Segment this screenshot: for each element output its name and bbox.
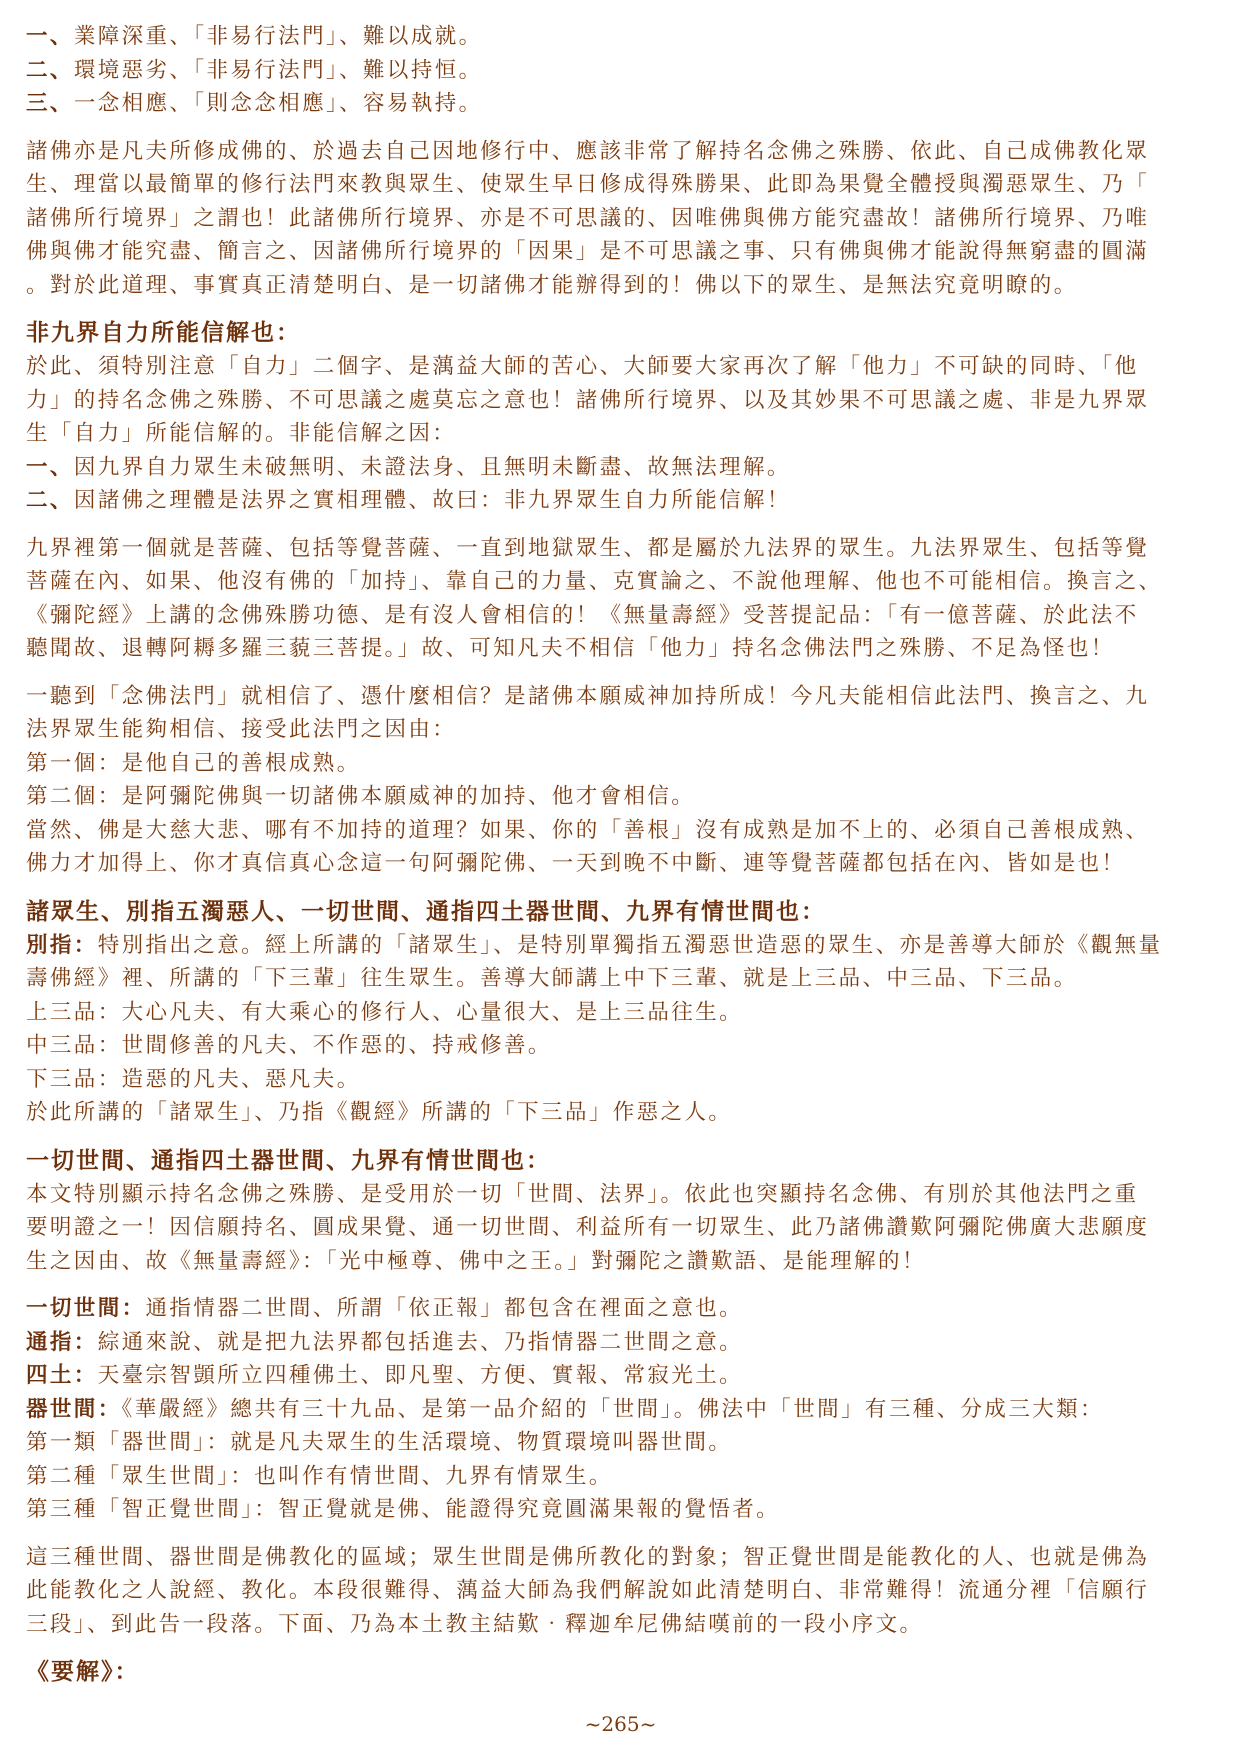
- text-line: 第一個：是他自己的善根成熟。: [26, 750, 361, 776]
- text-line: 《彌陀經》上講的念佛殊勝功德、是有沒人會相信的！《無量壽經》受菩提記品：「有一億菩薩、於此法不: [26, 602, 1139, 628]
- text-line: 別指：特別指出之意。經上所講的「諸眾生」、是特別單獨指五濁惡世造惡的眾生、亦是善導大師於《觀無量: [26, 932, 1163, 958]
- text-line: 上三品：大心凡夫、有大乘心的修行人、心量很大、是上三品往生。: [26, 999, 744, 1025]
- paragraph-nine-realms: [26, 532, 1213, 666]
- paragraph-self-power: [26, 350, 1213, 518]
- section-heading: 《要解》：: [26, 1658, 140, 1685]
- text-line: 生、理當以最簡單的修行法門來教與眾生、使眾生早日修成得殊勝果、此即為果覺全體授與濁惡眾生、乃「: [26, 172, 1150, 197]
- text-line: 下三品：造惡的凡夫、惡凡夫。: [26, 1066, 361, 1092]
- text-line: 九界裡第一個就是菩薩、包括等覺菩薩、一直到地獄眾生、都是屬於九法界的眾生。九法界眾生、包括等覺: [26, 535, 1150, 561]
- definition-list: [26, 1292, 1213, 1527]
- text-line: 壽佛經》裡、所講的「下三輩」往生眾生。善導大師講上中下三輩、就是上三品、中三品、下三品。: [26, 966, 1078, 991]
- paragraph-all-worlds: [26, 1178, 1213, 1279]
- text-line: 生「自力」所能信解的。非能信解之因：: [26, 421, 457, 446]
- text-line: 諸佛亦是凡夫所修成佛的、於過去自己因地修行中、應該非常了解持名念佛之殊勝、依此、自己成佛教化眾: [26, 138, 1150, 164]
- text-line: 中三品：世間修善的凡夫、不作惡的、持戒修善。: [26, 1033, 552, 1058]
- text-line: 佛力才加得上、你才真信真心念這一句阿彌陀佛、一天到晚不中斷、連等覺菩薩都包括在內、皆如是也！: [26, 851, 1126, 876]
- text-line: 於此所講的「諸眾生」、乃指《觀經》所講的「下三品」作惡之人。: [26, 1100, 733, 1125]
- text-line: 第一類「器世間」：就是凡夫眾生的生活環境、物質環境叫器世間。: [26, 1430, 733, 1455]
- list-item: 三、一念相應、「則念念相應」、容易執持。: [26, 91, 483, 116]
- text-line: 要明證之一！因信願持名、圓成果覺、通一切世間、利益所有一切眾生、此乃諸佛讚歎阿彌陀佛廣大悲願度: [26, 1215, 1150, 1240]
- paragraph-buddha-realm: [26, 135, 1213, 303]
- definition-item: 四土：天臺宗智顗所立四種佛土、即凡聖、方便、實報、常寂光土。: [26, 1363, 744, 1388]
- section-heading: 非九界自力所能信解也：: [26, 319, 301, 346]
- text-line: 菩薩在內、如果、他沒有佛的「加持」、靠自己的力量、克實論之、不說他理解、他也不可能相信。換言之、: [26, 569, 1163, 594]
- text-line: 生之因由、故《無量壽經》：「光中極尊、佛中之王。」對彌陀之讚歎語、是能理解的！: [26, 1248, 926, 1274]
- text-line: 於此、須特別注意「自力」二個字、是蕅益大師的苦心、大師要大家再次了解「他力」不可缺的同時、「他: [26, 354, 1139, 379]
- text-line: 此能教化之人說經、教化。本段很難得、蕅益大師為我們解說如此清楚明白、非常難得！流通分裡「信願行: [26, 1578, 1150, 1603]
- text-line: 本文特別顯示持名念佛之殊勝、是受用於一切「世間、法界」。依此也突顯持名念佛、有別於其他法門之重: [26, 1181, 1139, 1207]
- section-heading: 一切世間、通指四土器世間、九界有情世間也：: [26, 1146, 551, 1174]
- list-item: 一、業障深重、「非易行法門」、難以成就。: [26, 24, 483, 49]
- paragraph-beings: [26, 929, 1213, 1130]
- paragraph-three-worlds: [26, 1541, 1213, 1642]
- page-number: ~265~: [584, 1712, 657, 1736]
- text-line: 第二個：是阿彌陀佛與一切諸佛本願威神的加持、他才會相信。: [26, 784, 696, 809]
- text-line: 第二種「眾生世間」：也叫作有情世間、九界有情眾生。: [26, 1463, 613, 1489]
- text-line: 一聽到「念佛法門」就相信了、憑什麼相信？是諸佛本願威神加持所成！今凡夫能相信此法門、換言之、九: [26, 683, 1150, 709]
- paragraph-faith: [26, 680, 1213, 881]
- list-item: 二、因諸佛之理體是法界之實相理體、故曰：非九界眾生自力所能信解！: [26, 488, 791, 513]
- list-item: 二、環境惡劣、「非易行法門」、難以持恒。: [26, 57, 483, 83]
- text-line: 諸佛所行境界」之謂也！此諸佛所行境界、亦是不可思議的、因唯佛與佛方能究盡故！諸佛所行境界、乃唯: [26, 205, 1150, 231]
- text-line: 。對於此道理、事實真正清楚明白、是一切諸佛才能辦得到的！佛以下的眾生、是無法究竟明瞭的。: [26, 272, 1078, 298]
- text-line: 這三種世間、器世間是佛教化的區域；眾生世間是佛所教化的對象；智正覺世間是能教化的人、也就是佛為: [26, 1544, 1150, 1570]
- text-line: 力」的持名念佛之殊勝、不可思議之處莫忘之意也！諸佛所行境界、以及其妙果不可思議之處、非是九界眾: [26, 387, 1150, 413]
- text-line: 聽聞故、退轉阿耨多羅三藐三菩提。」故、可知凡夫不相信「他力」持名念佛法門之殊勝、不足為怪也！: [26, 636, 1115, 661]
- definition-item: 通指：綜通來說、就是把九法界都包括進去、乃指情器二世間之意。: [26, 1329, 744, 1355]
- text-line: 法界眾生能夠相信、接受此法門之因由：: [26, 717, 457, 742]
- text-line: 佛與佛才能究盡、簡言之、因諸佛所行境界的「因果」是不可思議之事、只有佛與佛才能說得無窮盡的圓滿: [26, 239, 1150, 264]
- definition-item: 一切世間：通指情器二世間、所謂「依正報」都包含在裡面之意也。: [26, 1296, 744, 1321]
- section-heading: 諸眾生、別指五濁惡人、一切世間、通指四土器世間、九界有情世間也：: [26, 897, 826, 925]
- text-line: 三段」、到此告一段落。下面、乃為本土教主結歎‧釋迦牟尼佛結嘆前的一段小序文。: [26, 1611, 924, 1637]
- list-item: 一、因九界自力眾生未破無明、未證法身、且無明未斷盡、故無法理解。: [26, 454, 791, 480]
- text-line: 第三種「智正覺世間」：智正覺就是佛、能證得究竟圓滿果報的覺悟者。: [26, 1497, 781, 1522]
- list-obstacles: [26, 20, 1213, 121]
- text-line: 當然、佛是大慈大悲、哪有不加持的道理？如果、你的「善根」沒有成熟是加不上的、必須自己善根成熟、: [26, 817, 1150, 843]
- definition-item: 器世間：《華嚴經》總共有三十九品、是第一品介紹的「世間」。佛法中「世間」有三種、分成三大類：: [26, 1396, 1104, 1422]
